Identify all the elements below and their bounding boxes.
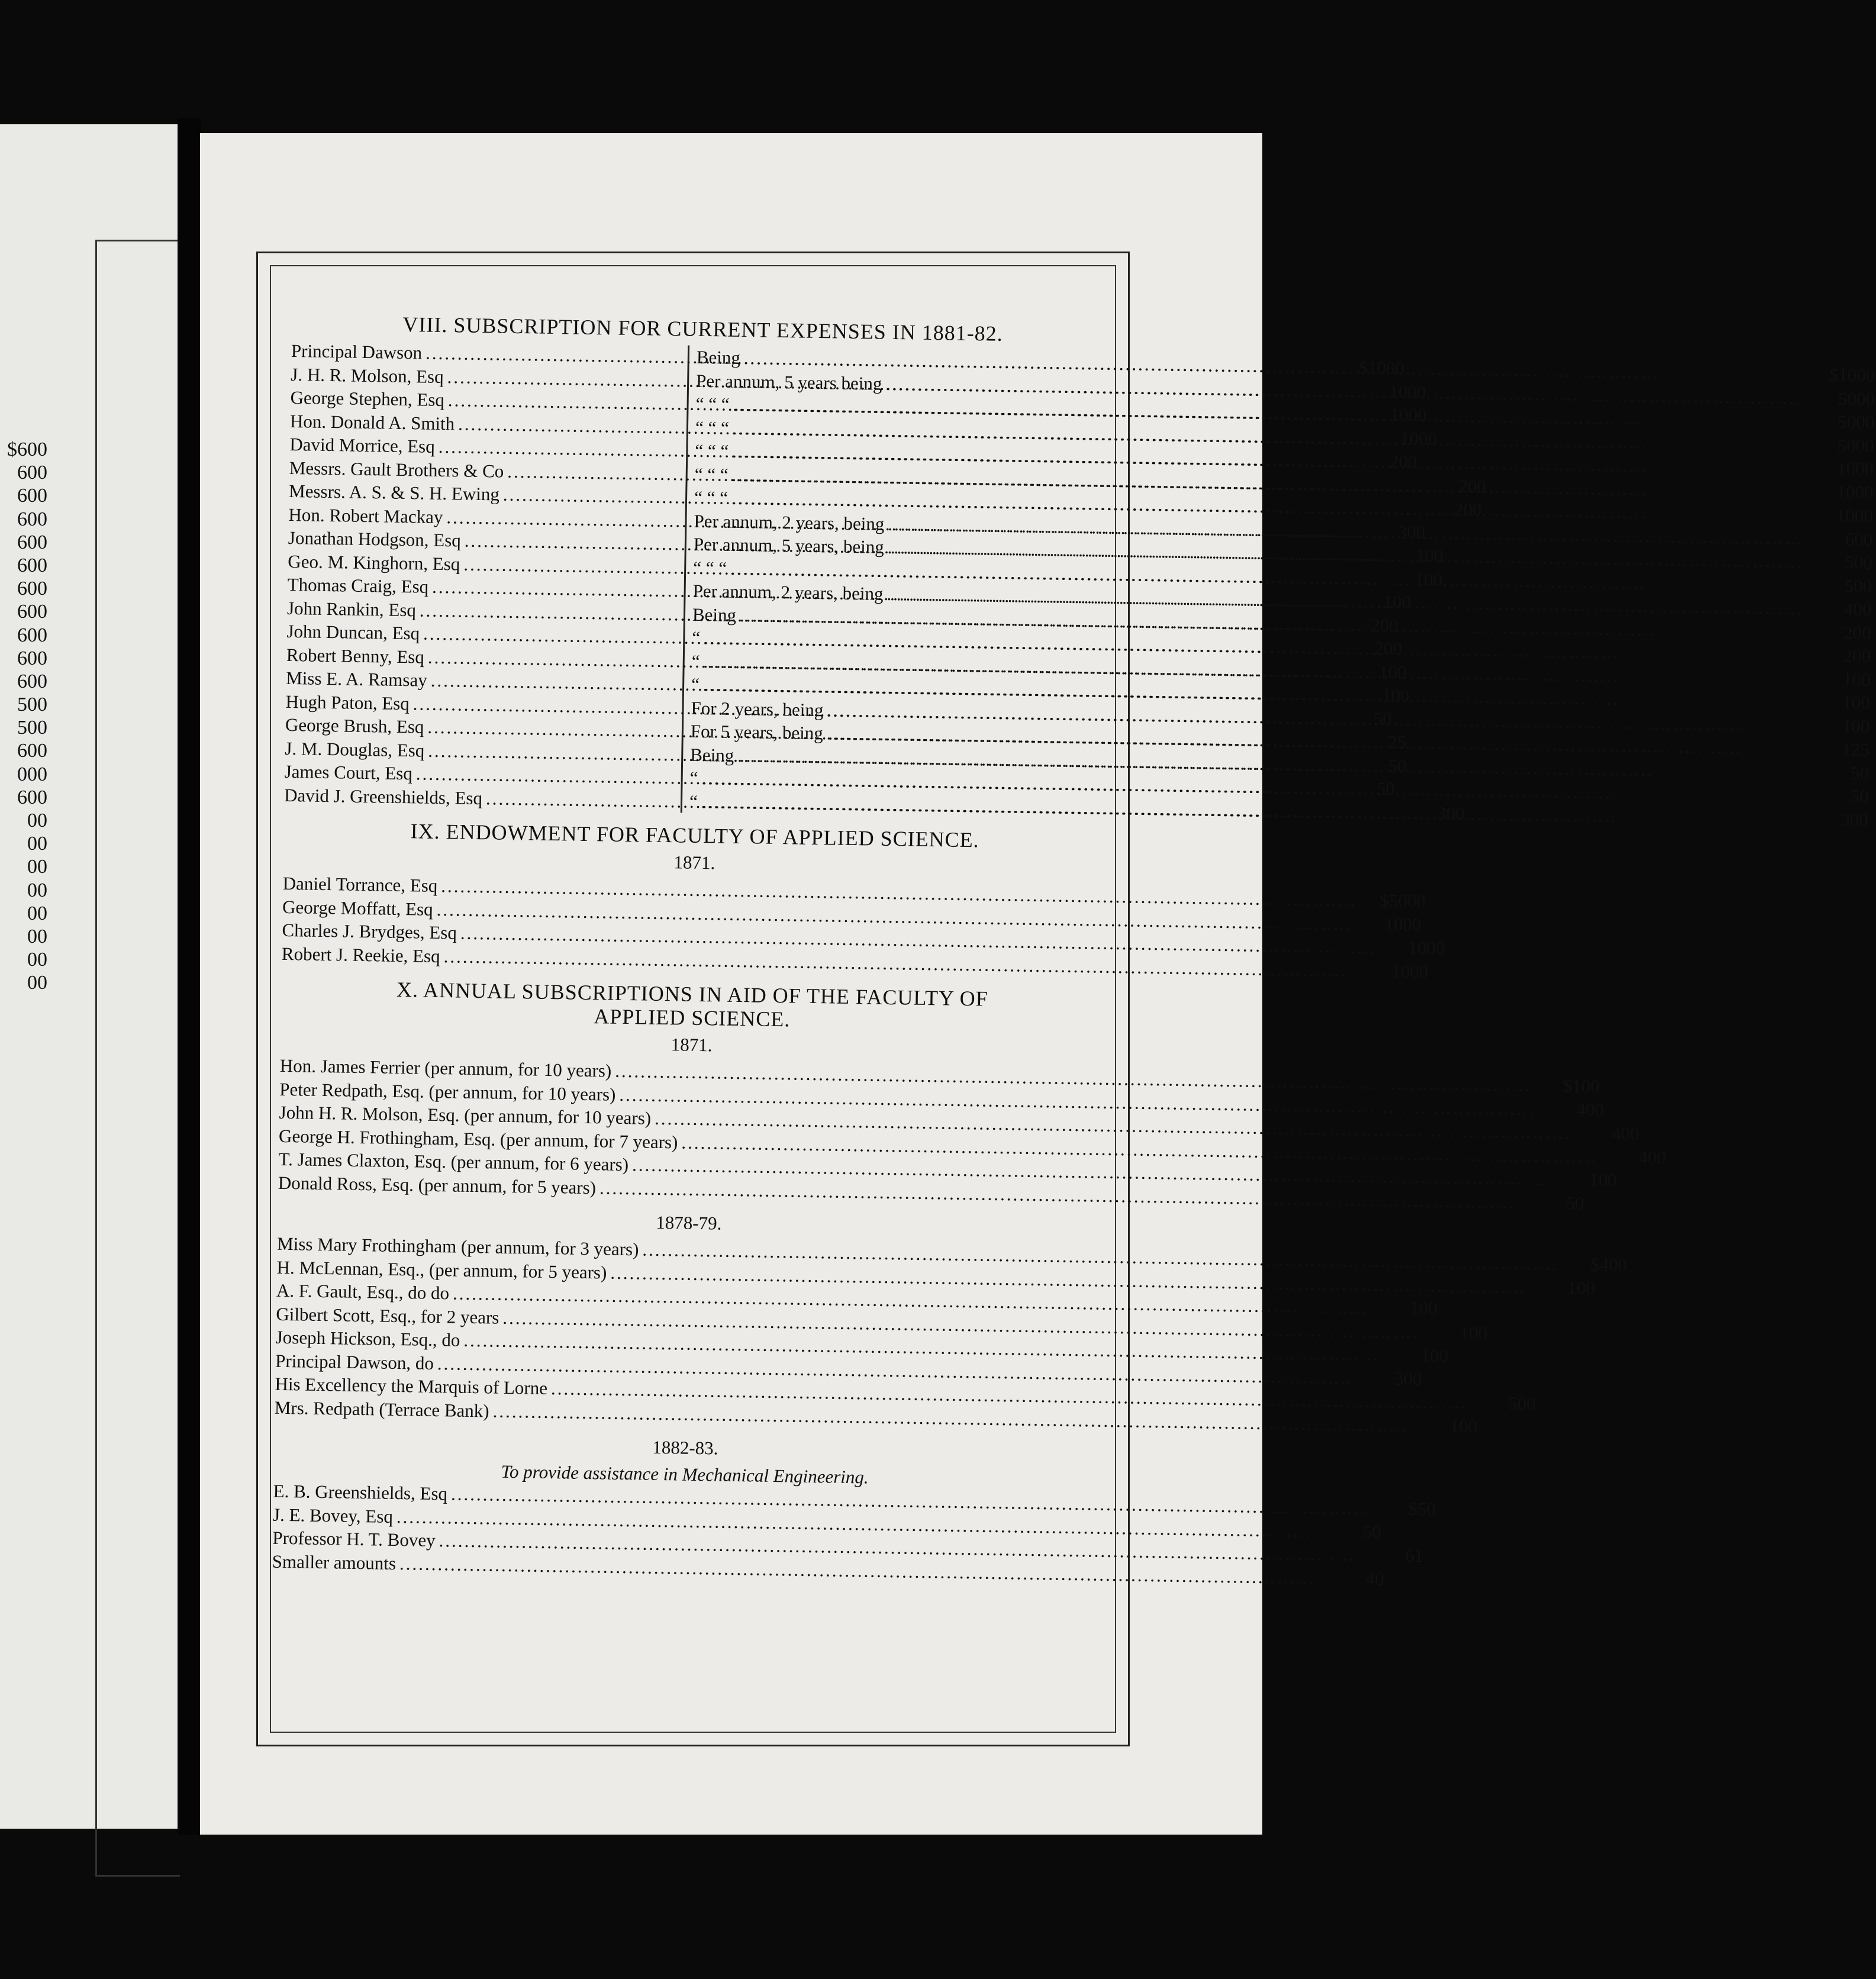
entry-amount: 50 [1565, 1192, 1585, 1213]
left-page-amount: 00 [27, 902, 47, 924]
entry-name: J. H. R. Molson, Esq [291, 363, 444, 387]
entry-amount: 25 [1387, 731, 1407, 753]
left-page-amounts [0, 438, 47, 995]
entry-name: Miss E. A. Ramsay [285, 667, 428, 691]
left-page-amount: 600 [17, 601, 47, 623]
entry-name: Miss Mary Frothingham (per annum, for 3 years) [276, 1233, 639, 1260]
entry-amount: 50 [1373, 708, 1392, 729]
entry-name: George Stephen, Esq [290, 386, 445, 411]
left-page-amount: 600 [17, 508, 47, 530]
left-page-amount: 600 [17, 485, 47, 507]
entry-name: John Duncan, Esq [286, 620, 420, 644]
entry-amount: 1000 [1408, 937, 1445, 959]
entry-amount: 100 [1383, 591, 1411, 613]
left-page-amount: 600 [17, 624, 47, 646]
entry-amount: 100 [1449, 1415, 1478, 1437]
entry-amount: $50 [1408, 1498, 1436, 1520]
section-x-heading-line2: APPLIED SCIENCE. [594, 1004, 791, 1032]
entry-amount: 200 [1374, 637, 1403, 659]
entry-amount: $1000 [1829, 364, 1875, 386]
entry-amount: 1000 [1389, 381, 1426, 402]
entry-name: Donald Ross, Esq. (per annum, for 5 years) [278, 1172, 597, 1198]
entry-name: Joseph Hickson, Esq., do [275, 1326, 460, 1351]
entry-name: Jonathan Hodgson, Esq [288, 527, 462, 551]
entry-name: Hon. Donald A. Smith [289, 410, 455, 434]
section-viii-terms [682, 346, 1875, 831]
entry-amount: 100 [1842, 668, 1871, 690]
entry-amount: 1000 [1400, 427, 1437, 449]
section-x-list-1878 [274, 1232, 1627, 1437]
section-ix-year: 1871. [673, 852, 715, 874]
entry-amount: 1000 [1836, 458, 1874, 480]
entry-amount: 200 [1389, 451, 1417, 472]
entry-amount: 300 [1437, 802, 1465, 824]
entry-amount: 100 [1567, 1277, 1595, 1298]
entry-amount: 500 [1844, 552, 1872, 573]
section-ix-heading: IX. ENDOWMENT FOR FACULTY OF APPLIED SCIENCE. [410, 819, 979, 852]
left-page-amount: 600 [17, 578, 47, 600]
entry-name: For 2 years, being [691, 697, 824, 720]
left-page-edge [0, 124, 178, 1829]
entry-amount: 1000 [1836, 505, 1874, 527]
entry-amount: 40 [1365, 1568, 1385, 1589]
entry-amount: 400 [1843, 598, 1872, 620]
entry-amount: 1000 [1384, 913, 1421, 935]
left-page-amount: 00 [27, 972, 47, 994]
left-page-amount: 600 [17, 531, 47, 553]
entry-name: John H. R. Molson, Esq. (per annum, for 10 years) [279, 1101, 652, 1129]
section-ix-list [281, 872, 1445, 982]
entry-name: John Rankin, Esq [286, 597, 417, 620]
entry-name: Per annum, 5 years, being [693, 533, 885, 557]
left-page-amount: 600 [17, 786, 47, 808]
left-page-amount: 600 [17, 670, 47, 692]
entry-name: James Court, Esq [284, 760, 413, 784]
entry-amount: 50 [1388, 755, 1407, 776]
section-x-list-1871 [278, 1054, 1667, 1213]
entry-name: Gilbert Scott, Esq., for 2 years [276, 1303, 499, 1328]
entry-amount: 100 [1410, 1297, 1438, 1319]
entry-name: Per annum, 2 years, being [694, 510, 885, 534]
entry-name: Being [690, 744, 734, 766]
entry-name: J. E. Bovey, Esq [272, 1504, 394, 1527]
entry-name: Robert J. Reekie, Esq [281, 943, 440, 966]
entry-name: Principal Dawson [291, 340, 423, 363]
entry-amount: 100 [1842, 715, 1870, 737]
entry-amount: 200 [1843, 645, 1871, 666]
left-page-amount: 00 [27, 833, 47, 855]
entry-name: Geo. M. Kinghorn, Esq [288, 550, 460, 575]
entry-amount: 500 [1844, 575, 1872, 597]
entry-amount: 600 [1845, 528, 1873, 550]
section-x-year-1882: 1882-83. [652, 1436, 718, 1459]
entry-name: George Moffatt, Esq [282, 896, 433, 920]
entry-amount: 100 [1414, 568, 1443, 590]
section-viii-heading: VIII. SUBSCRIPTION FOR CURRENT EXPENSES IN 1881-82. [402, 312, 1004, 346]
entry-name: E. B. Greenshields, Esq [273, 1480, 448, 1504]
document-page [200, 133, 1875, 1835]
entry-name: J. M. Douglas, Esq [285, 737, 425, 761]
entry-amount: 100 [1420, 1345, 1449, 1366]
entry-name: Daniel Torrance, Esq [282, 872, 438, 896]
entry-amount: 5000 [1838, 388, 1875, 410]
entry-name: “ [691, 673, 700, 695]
entry-amount: 400 [1611, 1123, 1640, 1144]
book-spine [178, 118, 201, 1835]
entry-amount: 100 [1459, 1322, 1488, 1343]
entry-name: Being [692, 604, 737, 626]
section-x-year-1871: 1871. [671, 1034, 713, 1056]
entry-amount: 300 [1397, 521, 1426, 543]
entry-name: Per annum, 5 years being [695, 370, 882, 394]
entry-amount: 1000 [1390, 404, 1427, 426]
entry-amount: $5000 [1379, 890, 1426, 912]
left-page-amount: 00 [27, 810, 47, 831]
entry-name: Mrs. Redpath (Terrace Bank) [274, 1397, 489, 1421]
entry-amount: 50 [1850, 785, 1869, 807]
entry-name: “ [692, 627, 701, 648]
entry-amount: 100 [1378, 661, 1407, 683]
entry-name: Professor H. T. Bovey [272, 1527, 436, 1551]
entry-name: George Brush, Esq [285, 714, 424, 737]
entry-amount: 300 [1840, 808, 1869, 830]
left-page-frame [95, 240, 180, 1877]
entry-amount: 100 [1381, 685, 1410, 706]
entry-name: Messrs. A. S. & S. H. Ewing [288, 480, 500, 505]
entry-name: “ “ “ [694, 486, 729, 508]
entry-amount: 200 [1843, 621, 1872, 643]
section-x-list-1882 [272, 1480, 1436, 1589]
entry-amount: 1000 [1391, 960, 1429, 982]
left-page-amount: 00 [27, 856, 47, 878]
entry-name: David Morrice, Esq [289, 433, 436, 457]
entry-amount: 1000 [1836, 481, 1874, 503]
entry-amount: 125 [1841, 739, 1869, 760]
entry-amount: 100 [1589, 1169, 1617, 1191]
entry-name: “ [691, 650, 700, 672]
entry-name: For 5 years, being [690, 720, 824, 744]
entry-amount: 100 [1415, 544, 1443, 566]
entry-amount: 200 [1458, 475, 1487, 497]
entry-amount: 50 [1362, 1521, 1382, 1542]
left-page-amount: 600 [17, 647, 47, 669]
entry-name: T. James Claxton, Esq. (per annum, for 6 years) [278, 1148, 629, 1175]
entry-name: Being [696, 346, 741, 368]
entry-amount: 5000 [1837, 434, 1875, 456]
entry-amount: 50 [1850, 762, 1869, 784]
entry-amount: $100 [1562, 1075, 1600, 1097]
entry-amount: 500 [1508, 1393, 1536, 1414]
page-content [272, 311, 1875, 1589]
entry-name: David J. Greenshields, Esq [283, 784, 483, 808]
entry-name: “ “ “ [695, 393, 730, 415]
entry-amount: 61 [1405, 1545, 1424, 1567]
entry-name: Robert Benny, Esq [286, 644, 425, 668]
entry-name: “ “ “ [692, 557, 727, 579]
entry-name: His Excellency the Marquis of Lorne [275, 1373, 548, 1399]
entry-name: “ [689, 791, 698, 812]
left-page-amount: 000 [17, 763, 47, 785]
entry-name: Charles J. Brydges, Esq [282, 919, 457, 943]
entry-amount: 200 [1370, 614, 1399, 636]
entry-name: “ “ “ [695, 440, 729, 462]
section-viii-table [283, 339, 1875, 830]
entry-amount: 5000 [1838, 411, 1875, 433]
section-x-year-1878: 1878-79. [656, 1211, 722, 1234]
left-page-amount: 00 [27, 949, 47, 971]
entry-name: Hon. James Ferrier (per annum, for 10 years) [279, 1055, 612, 1081]
entry-name: Hugh Paton, Esq [285, 691, 410, 714]
entry-name: A. F. Gault, Esq., do do [276, 1279, 450, 1304]
left-page-amount: 600 [17, 740, 47, 762]
left-page-amount: 600 [17, 554, 47, 576]
entry-name: Peter Redpath, Esq. (per annum, for 10 years) [279, 1078, 616, 1105]
section-x-heading: X. ANNUAL SUBSCRIPTIONS IN AID OF THE FACULTY OF [396, 977, 989, 1011]
entry-amount: $400 [1590, 1253, 1627, 1275]
entry-amount: 300 [1394, 1367, 1422, 1389]
entry-name: “ “ “ [694, 463, 729, 485]
left-page-amount: 600 [17, 462, 47, 484]
entry-name: Per annum, 2 years, being [692, 580, 884, 604]
left-page-amount: 00 [27, 879, 47, 901]
entry-amount: 400 [1576, 1098, 1604, 1120]
left-page-amount: 00 [27, 925, 47, 947]
left-page-amount: $600 [7, 439, 47, 460]
left-page-amount: 500 [17, 717, 47, 739]
entry-amount: 50 [1376, 778, 1395, 800]
section-x-note-1882: To provide assistance in Mechanical Engineering. [501, 1461, 869, 1488]
entry-name: “ “ “ [695, 417, 730, 439]
entry-name: Messrs. Gault Brothers & Co [289, 457, 504, 482]
entry-name: “ [689, 767, 698, 788]
entry-amount: $1000 [1358, 357, 1405, 379]
entry-name: George H. Frothingham, Esq. (per annum, for 7 years) [278, 1125, 678, 1152]
entry-name: Thomas Craig, Esq [287, 573, 429, 597]
entry-amount: 200 [1453, 498, 1482, 520]
entry-name: Hon. Robert Mackay [288, 504, 443, 527]
entry-name: Principal Dawson, do [275, 1350, 434, 1374]
entry-amount: 400 [1638, 1146, 1667, 1168]
entry-amount: 100 [1842, 692, 1871, 713]
entry-name: H. McLennan, Esq., (per annum, for 5 years) [276, 1256, 607, 1283]
left-page-amount: 500 [17, 694, 47, 716]
entry-name: Smaller amounts [272, 1551, 397, 1574]
